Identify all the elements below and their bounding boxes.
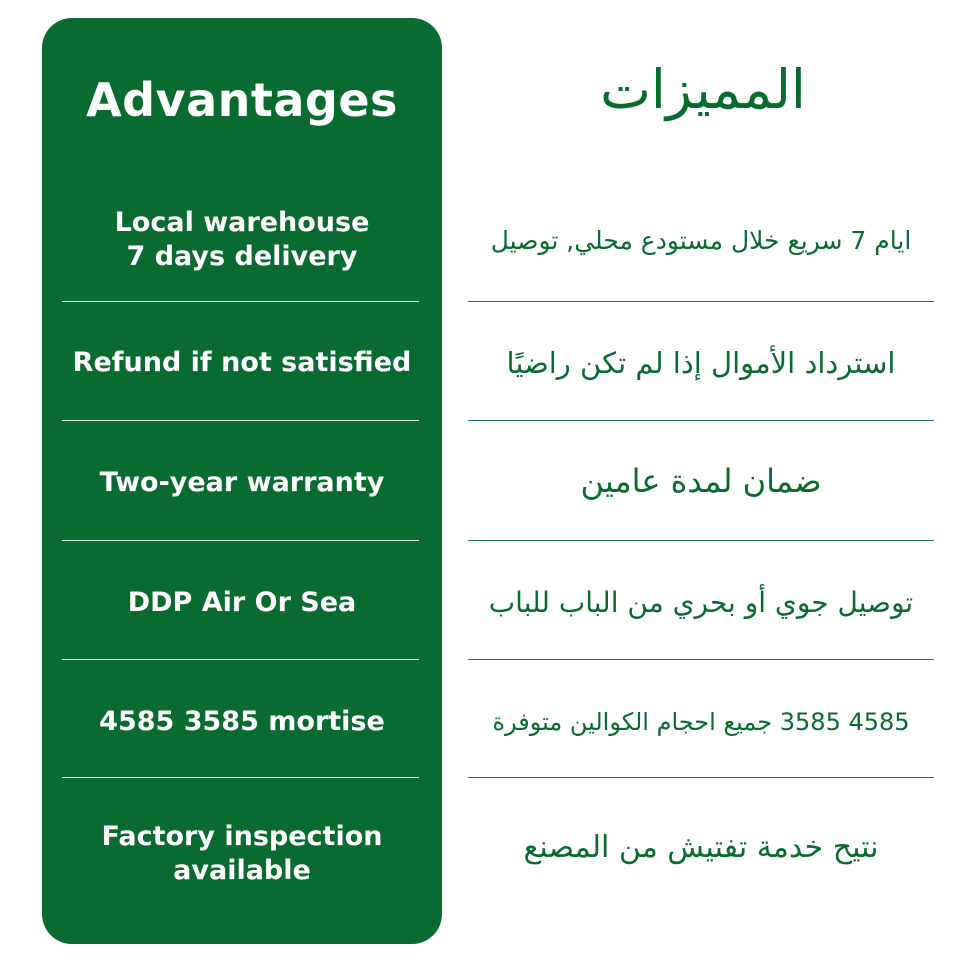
divider-en-1	[62, 301, 419, 302]
advantage-ar-3: ضمان لمدة عامين	[580, 462, 822, 500]
advantage-en-2: Refund if not satisfied	[72, 347, 412, 378]
english-heading: Advantages	[86, 73, 398, 127]
advantage-en-1-line-1: Local warehouse	[114, 207, 370, 238]
advantage-en-6	[42, 814, 442, 894]
advantage-ar-6: نتيح خدمة تفتيش من المصنع	[523, 830, 879, 865]
advantage-ar-1: ايام 7 سريع خلال مستودع محلي, توصيل	[490, 226, 912, 255]
advantage-en-3: Two-year warranty	[99, 467, 385, 498]
divider-ar-3	[468, 540, 934, 541]
divider-en-5	[62, 777, 419, 778]
divider-ar-1	[468, 301, 934, 302]
divider-ar-4	[468, 659, 934, 660]
divider-en-3	[62, 540, 419, 541]
divider-en-4	[62, 659, 419, 660]
divider-en-2	[62, 420, 419, 421]
divider-ar-5	[468, 777, 934, 778]
advantage-en-5: 4585 3585 mortise	[99, 706, 385, 737]
advantage-en-1	[42, 200, 442, 280]
divider-ar-2	[468, 420, 934, 421]
advantage-ar-2: استرداد الأموال إذا لم تكن راضيًا	[506, 346, 896, 380]
arabic-heading: المميزات	[600, 58, 806, 121]
advantage-en-6-line-1: Factory inspection	[101, 821, 383, 852]
advantage-en-4: DDP Air Or Sea	[127, 587, 357, 618]
advantage-ar-4: توصيل جوي أو بحري من الباب للباب	[488, 586, 914, 619]
advantage-ar-5: 4585 3585 جميع احجام الكوالين متوفرة	[492, 708, 910, 736]
advantage-en-6-line-2: available	[173, 855, 311, 886]
advantage-en-1-line-2: 7 days delivery	[126, 241, 358, 272]
